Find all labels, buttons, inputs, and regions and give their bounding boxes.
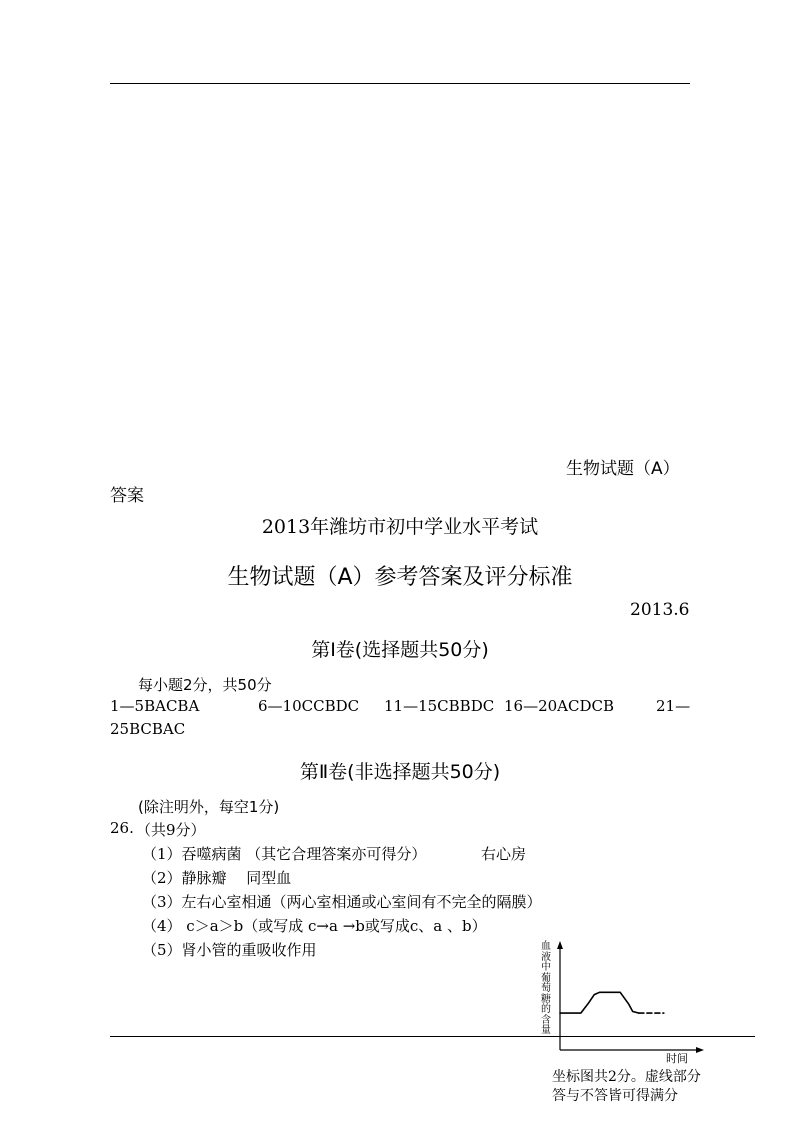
y-axis-label-char: 葡 (541, 972, 551, 984)
question-total: （共9分） (136, 821, 206, 839)
section1-heading: 第Ⅰ卷(选择题共50分) (311, 639, 489, 661)
answer-item-extra: 右心房 (481, 845, 527, 863)
answer-group-2: 6—10CCBDC (258, 697, 360, 715)
section2-note: (除注明外，每空1分) (138, 798, 280, 816)
chart-note-line2: 答与不答皆可得满分 (552, 1088, 678, 1104)
x-axis-label: 时间 (666, 1052, 688, 1065)
answer-group-5-end: 25BCBAC (110, 720, 186, 738)
answer-item: （1）吞噬病菌 （其它合理答案亦可得分） (142, 845, 427, 863)
y-axis-label-char: 的 (541, 1004, 551, 1015)
answer-group-5-start: 21— (656, 697, 691, 715)
answer-item: （5）肾小管的重吸收作用 (142, 941, 317, 959)
y-axis-label-char: 糖 (541, 993, 551, 1005)
y-axis-arrow (557, 941, 563, 949)
y-axis-label-char: 含 (541, 1014, 551, 1026)
y-axis-label-char: 萄 (541, 983, 551, 994)
section2-heading: 第Ⅱ卷(非选择题共50分) (299, 761, 501, 783)
y-axis-label-char: 液 (541, 951, 551, 963)
y-axis-label-char: 血 (541, 941, 551, 952)
header-right-title: 生物试题（A） (566, 459, 680, 479)
answer-group-4: 16—20ACDCB (504, 697, 615, 715)
y-axis-label-char: 量 (541, 1025, 551, 1036)
chart-axes (557, 941, 704, 1053)
page-title: 生物试题（A）参考答案及评分标准 (227, 565, 573, 590)
x-axis-arrow (696, 1047, 704, 1053)
header-left-label: 答案 (110, 486, 144, 506)
section1-note: 每小题2分，共50分 (138, 676, 272, 694)
date-label: 2013.6 (630, 600, 690, 620)
answer-group-1: 1—5BACBA (110, 697, 200, 715)
exam-title: 2013年潍坊市初中学业水平考试 (261, 516, 539, 538)
question-number: 26. (110, 819, 134, 837)
chart-series (560, 992, 664, 1013)
answer-group-3: 11—15CBBDC (384, 697, 495, 715)
answer-item: （4） c＞a＞b（或写成 c→a →b或写成c、a 、b） (142, 917, 487, 935)
y-axis-label-char: 中 (541, 962, 551, 973)
answer-item: （2）静脉瓣 同型血 (142, 869, 292, 887)
series-line-solid (560, 992, 639, 1013)
answer-item: （3）左右心室相通（两心室相通或心室间有不完全的隔膜） (142, 893, 542, 911)
chart-note-line1: 坐标图共2分。虚线部分 (552, 1069, 701, 1085)
